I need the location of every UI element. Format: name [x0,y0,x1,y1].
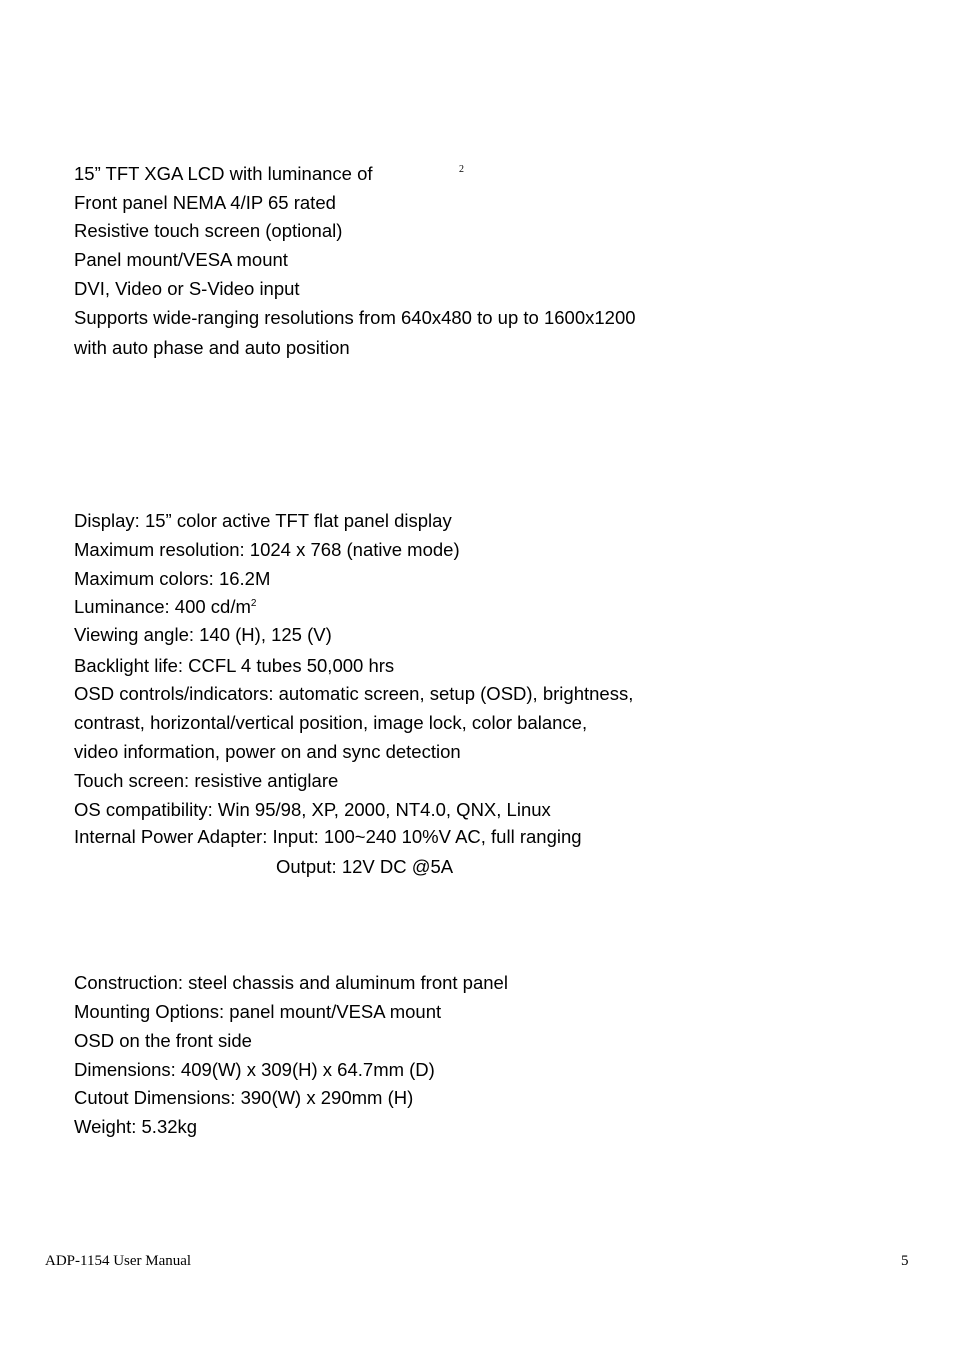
feature-item: Resistive touch screen (optional) [74,220,343,241]
feature-item: Front panel NEMA 4/IP 65 rated [74,192,336,213]
spec-backlight: Backlight life: CCFL 4 tubes 50,000 hrs [74,655,395,676]
feature-item: 15” TFT XGA LCD with luminance of [74,163,373,184]
mechanical-item: Weight: 5.32kg [74,1116,198,1137]
spec-viewing-angle: Viewing angle: 140 (H), 125 (V) [74,624,332,645]
mechanical-item: Mounting Options: panel mount/VESA mount [74,1001,442,1022]
spec-osd-line-1: OSD controls/indicators: automatic screen, setup (OSD), brightness, [74,683,634,704]
spec-osd-line-2: contrast, horizontal/vertical position, image lock, color balance, [74,712,588,733]
feature-item: DVI, Video or S-Video input [74,278,300,299]
feature-item: Supports wide-ranging resolutions from 640x480 to up to 1600x1200 [74,307,636,328]
spec-luminance [74,596,256,618]
feature-item: Panel mount/VESA mount [74,249,288,270]
feature-superscript: 2 [459,164,464,175]
spec-max-resolution: Maximum resolution: 1024 x 768 (native mode) [74,539,460,560]
mechanical-item: Cutout Dimensions: 390(W) x 290mm (H) [74,1087,414,1108]
footer-manual-title: ADP-1154 User Manual [45,1253,192,1269]
mechanical-item: OSD on the front side [74,1030,252,1051]
spec-luminance-text: Luminance: 400 cd/m [74,596,251,617]
spec-power-input: Internal Power Adapter: Input: 100~240 10%V AC, full ranging [74,826,582,847]
spec-display: Display: 15” color active TFT flat panel display [74,510,452,531]
spec-touch-screen: Touch screen: resistive antiglare [74,770,339,791]
mechanical-item: Construction: steel chassis and aluminum front panel [74,972,508,993]
spec-osd-line-3: video information, power on and sync detection [74,741,461,762]
spec-luminance-superscript: 2 [250,598,257,609]
spec-power-output: Output: 12V DC @5A [276,856,454,877]
footer-page-number: 5 [901,1253,909,1269]
spec-max-colors: Maximum colors: 16.2M [74,568,271,589]
feature-item: with auto phase and auto position [74,337,350,358]
spec-os-compatibility: OS compatibility: Win 95/98, XP, 2000, NT4.0, QNX, Linux [74,799,551,820]
mechanical-item: Dimensions: 409(W) x 309(H) x 64.7mm (D) [74,1059,435,1080]
